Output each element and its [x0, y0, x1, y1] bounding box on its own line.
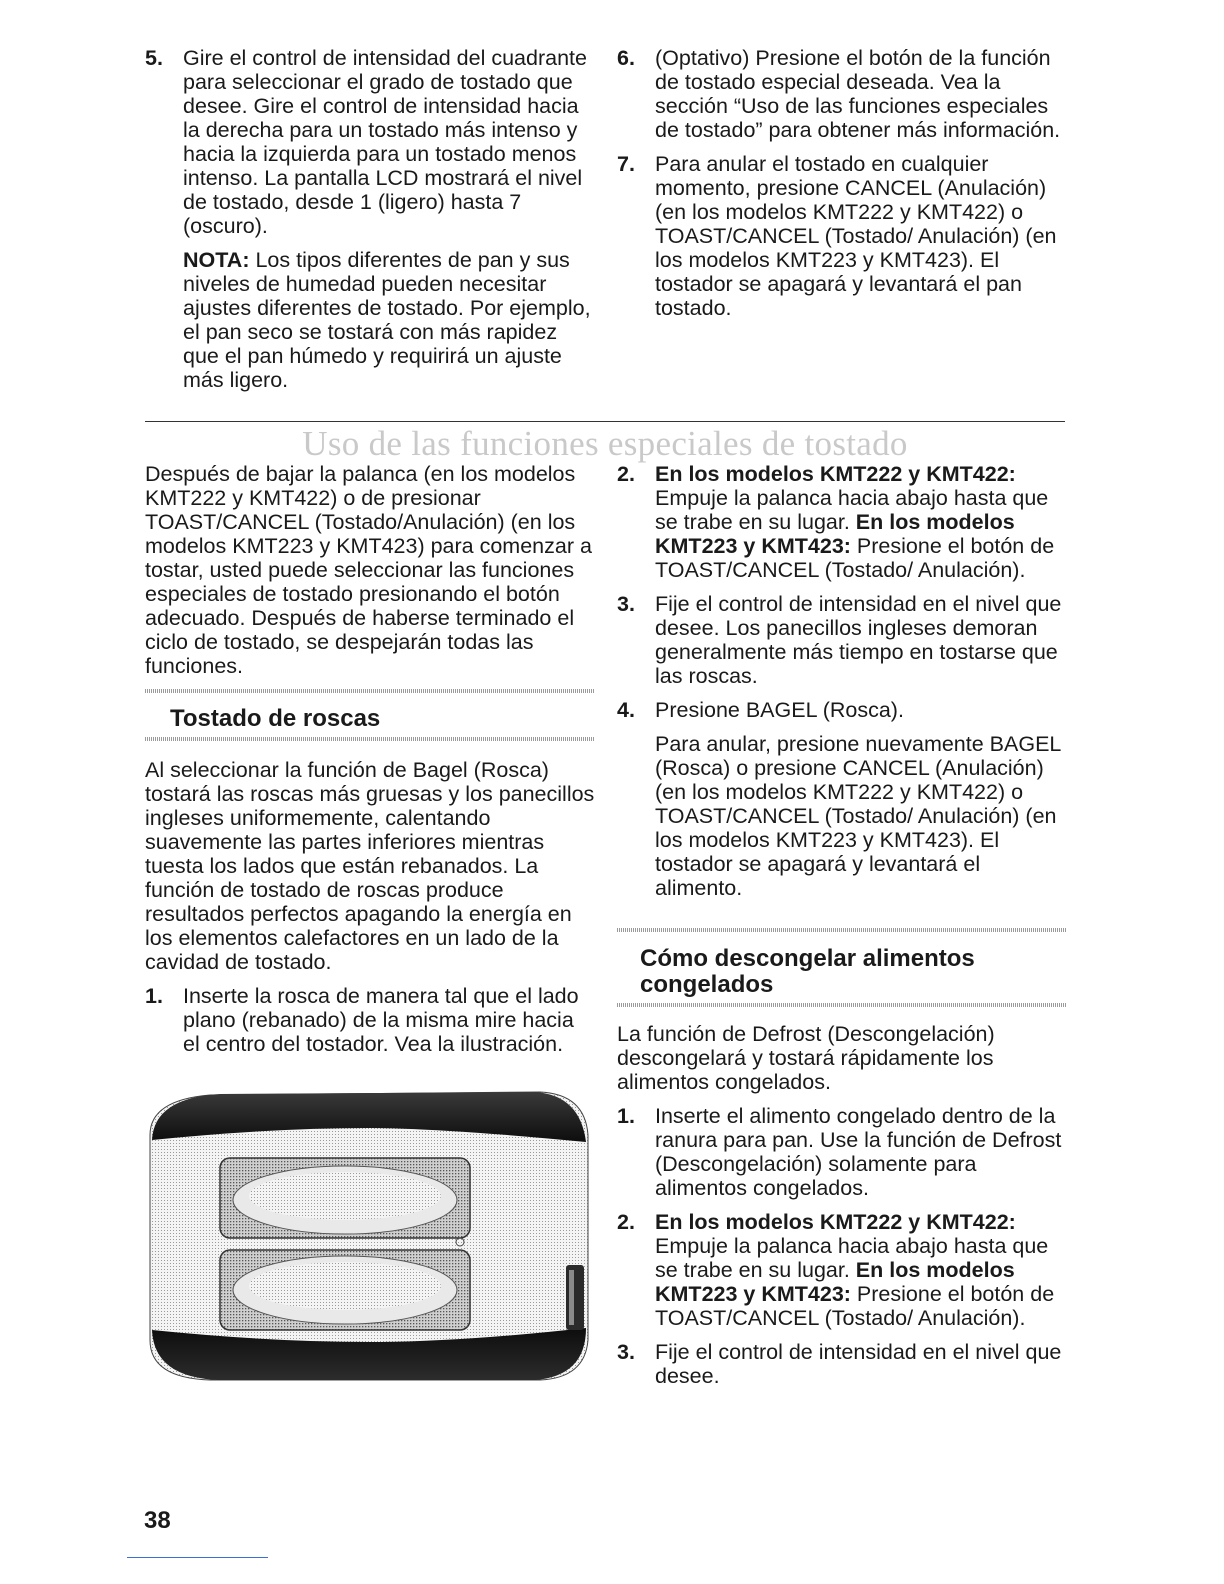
- step-text: [655, 1210, 1067, 1330]
- step-text: Fije el control de intensidad en el nivel que desee. Los panecillos ingleses demoran generalmente más tiempo en tostarse que las roscas.: [655, 592, 1062, 688]
- footer-link-underline: [127, 1557, 268, 1558]
- step-number: 1.: [145, 984, 163, 1008]
- step-text-part: Presione el botón de TOAST/CANCEL (Tostado/ Anulación).: [655, 534, 1055, 582]
- step-text: Gire el control de intensidad del cuadrante para seleccionar el grado de tostado que desee. Gire el control de intensidad hacia la derecha para un tostado más intenso y hacia la izquierda para un tostado menos intenso. La pantalla LCD mostrará el nivel de tostado, desde 1 (ligero) hasta 7 (oscuro).: [183, 46, 587, 238]
- right-bagel-steps: [617, 462, 1067, 910]
- defrost-heading-rule-bottom: [617, 1003, 1067, 1007]
- step-number: 6.: [617, 46, 635, 70]
- toaster-illustration: [140, 1080, 600, 1390]
- step-text: Fije el control de intensidad en el nivel que desee.: [655, 1340, 1062, 1388]
- step-number: 5.: [145, 46, 163, 70]
- step-text-part: Empuje la palanca hacia abajo hasta que se trabe en su lugar.: [655, 1234, 1049, 1282]
- step-text: Inserte el alimento congelado dentro de la ranura para pan. Use la función de Defrost (Descongelación) solamente para alimentos congelados.: [655, 1104, 1062, 1200]
- note-label: NOTA:: [183, 248, 250, 272]
- step-number: 2.: [617, 462, 635, 486]
- step-text: Para anular el tostado en cualquier momento, presione CANCEL (Anulación) (en los modelos KMT222 y KMT422) o TOAST/CANCEL (Tostado/ Anulación) (en los modelos KMT223 y KMT423). El tostador se apagará y levantará el pan tostado.: [655, 152, 1057, 320]
- step-number: 2.: [617, 1210, 635, 1234]
- page-number: 38: [144, 1507, 171, 1534]
- step-text-part: Empuje la palanca hacia abajo hasta que se trabe en su lugar.: [655, 486, 1049, 534]
- defrost-section: [617, 1022, 1067, 1398]
- bagel-step-3: [617, 592, 1067, 688]
- step-number: 7.: [617, 152, 635, 176]
- bagel-step-1: [145, 984, 595, 1056]
- defrost-heading-line-1: Cómo descongelar alimentos: [640, 945, 975, 972]
- bagel-section: [145, 758, 595, 1066]
- model-label: En los modelos KMT223 y KMT423:: [655, 510, 1015, 558]
- bagel-step-4: [617, 698, 1067, 900]
- left-intro: [145, 462, 595, 688]
- step-text: Presione BAGEL (Rosca).: [655, 698, 904, 722]
- step-number: 3.: [617, 592, 635, 616]
- top-right-column: [617, 46, 1067, 330]
- step-7: [617, 152, 1067, 320]
- step-text-part: Presione el botón de TOAST/CANCEL (Tostado/ Anulación).: [655, 1282, 1055, 1330]
- bagel-heading-rule-bottom: [145, 737, 595, 741]
- step-text: [655, 462, 1067, 582]
- model-label: En los modelos KMT222 y KMT422:: [655, 1210, 1016, 1234]
- bagel-paragraph: Al seleccionar la función de Bagel (Rosca) tostará las roscas más gruesas y los panecillos ingleses uniformemente, calentando suavemente las partes inferiores mientras tuesta los lados que están rebanados. La función de tostado de roscas produce resultados perfectos apagando la energía en los elementos calefactores en un lado de la cavidad de tostado.: [145, 758, 595, 974]
- step-number: 1.: [617, 1104, 635, 1128]
- top-left-column: [145, 46, 595, 402]
- step-text: Inserte la rosca de manera tal que el lado plano (rebanado) de la misma mire hacia el centro del tostador. Vea la ilustración.: [183, 984, 579, 1056]
- step-5: [145, 46, 595, 392]
- model-label: En los modelos KMT223 y KMT423:: [655, 1258, 1015, 1306]
- defrost-step-3: [617, 1340, 1067, 1388]
- bagel-heading: Tostado de roscas: [170, 705, 381, 732]
- intro-paragraph: Después de bajar la palanca (en los modelos KMT222 y KMT422) o de presionar TOAST/CANCEL (Tostado/Anulación) (en los modelos KMT223 y KMT423) para comenzar a tostar, usted puede seleccionar las funciones especiales de tostado presionando el botón adecuado. Después de haberse terminado el ciclo de tostado, se despejarán todas las funciones.: [145, 462, 592, 678]
- note: [183, 248, 595, 392]
- note-text: Los tipos diferentes de pan y sus niveles de humedad pueden necesitar ajustes diferentes de tostado. Por ejemplo, el pan seco se tostará con más rapidez que el pan húmedo y requirirá un ajuste más ligero.: [183, 248, 591, 392]
- section-title: Uso de las funciones especiales de tostado: [302, 424, 908, 463]
- section-divider: [145, 421, 1065, 422]
- defrost-step-2: [617, 1210, 1067, 1330]
- defrost-heading: [640, 946, 1060, 998]
- model-label: En los modelos KMT222 y KMT422:: [655, 462, 1016, 486]
- step-text-cancel: Para anular, presione nuevamente BAGEL (Rosca) o presione CANCEL (Anulación) (en los modelos KMT222 y KMT422) o TOAST/CANCEL (Tostado/ Anulación) (en los modelos KMT223 y KMT423). El tostador se apagará y levantará el alimento.: [655, 732, 1061, 900]
- step-number: 4.: [617, 698, 635, 722]
- defrost-step-1: [617, 1104, 1067, 1200]
- bagel-heading-rule-top: [145, 689, 595, 693]
- defrost-heading-line-2: congelados: [640, 971, 774, 998]
- defrost-heading-rule-top: [617, 928, 1067, 932]
- bagel-step-2: [617, 462, 1067, 582]
- step-number: 3.: [617, 1340, 635, 1364]
- step-6: [617, 46, 1067, 142]
- step-text: (Optativo) Presione el botón de la función de tostado especial deseada. Vea la sección “Uso de las funciones especiales de tostado” para obtener más información.: [655, 46, 1061, 142]
- defrost-intro: La función de Defrost (Descongelación) descongelará y tostará rápidamente los alimentos congelados.: [617, 1022, 995, 1094]
